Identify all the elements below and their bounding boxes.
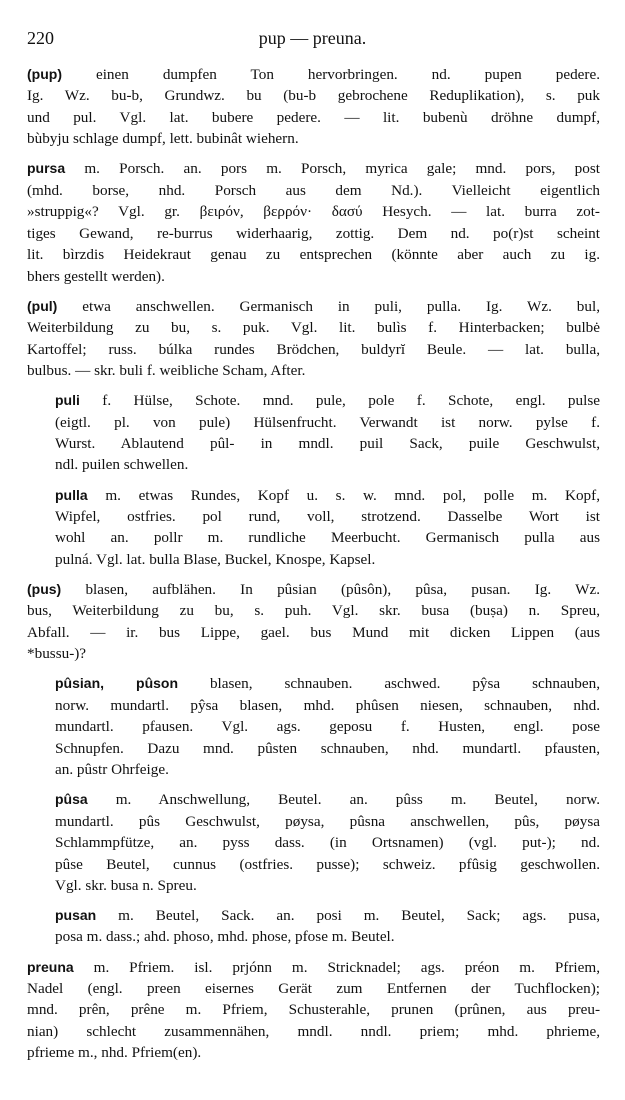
- entry-line: [55, 875, 600, 896]
- headword: pusan: [55, 907, 97, 923]
- entry-text: tiges Gewand, re-burrus widerhaarig, zottig. Dem nd. po(r)st scheint: [27, 224, 600, 242]
- entry-text: Schlammpfütze, an. pyss dass. (in Ortsnamen) (vgl. put-); nd.: [55, 834, 600, 852]
- entry-text: einen dumpfen Ton hervorbringen. nd. pupen pedere.: [61, 66, 600, 83]
- entry-text: *bussu-)?: [27, 645, 87, 663]
- entry-text: Nadel (engl. preen eisernes Gerät zum Entfernen der Tuchflocken);: [27, 979, 600, 997]
- running-head: pup — preuna.: [258, 28, 367, 48]
- entry-line: [55, 390, 600, 411]
- page-number: 220: [27, 28, 54, 48]
- headword: preuna: [27, 958, 74, 975]
- entry-line: [27, 201, 600, 222]
- entry-line: [27, 180, 600, 201]
- entry-line: [55, 716, 600, 737]
- entry-line: [27, 1042, 600, 1063]
- entry-line: [27, 1021, 600, 1042]
- entry-line: [27, 600, 600, 621]
- entry-text: Kartoffel; russ. búlka rundes Brödchen, buldyrĭ Beule. — lat. bulla,: [27, 340, 600, 358]
- entry-text: und pul. Vgl. lat. bubere pedere. — lit. bubenù dröhne dumpf,: [27, 108, 600, 126]
- headword: pulla: [55, 486, 88, 503]
- entry-text: (mhd. borse, nhd. Porsch aus dem Nd.). Vielleicht eigentlich: [27, 181, 600, 199]
- entry-text: bus, Weiterbildung zu bu, s. puh. Vgl. skr. busa (buṣa) n. Spreu,: [27, 602, 600, 620]
- entry-line: [27, 957, 600, 978]
- entry-line: [27, 360, 600, 381]
- entry-line: [27, 266, 600, 287]
- entry-text: an. pûstr Ohrfeige.: [55, 761, 169, 779]
- entry-line: [27, 999, 600, 1020]
- entry-text: Wipfel, ostfries. pol rund, voll, strotzend. Dasselbe Wort ist: [55, 507, 600, 525]
- headword: pursa: [27, 160, 66, 177]
- entry-line: [27, 244, 600, 265]
- entry-line: [55, 854, 600, 875]
- entry-line: [55, 673, 600, 694]
- entry-text: m. etwas Rundes, Kopf u. s. w. mnd. pol, polle m. Kopf,: [87, 486, 600, 504]
- entry-text: posa m. dass.; ahd. phoso, mhd. phose, pfose m. Beutel.: [55, 928, 395, 946]
- entry-line: [55, 527, 600, 548]
- entry-line: [27, 158, 600, 179]
- entry-line: [55, 789, 600, 810]
- entry-line: [27, 317, 600, 338]
- entry-text: m. Anschwellung, Beutel. an. pûss m. Beutel, norw.: [87, 791, 600, 809]
- headword: (pup): [27, 66, 62, 82]
- entry-text: bhers gestellt werden).: [27, 267, 165, 285]
- entry-text: f. Hülse, Schote. mnd. pule, pole f. Schote, engl. pulse: [79, 392, 600, 410]
- entry-text: (eigtl. pl. von pule) Hülsenfrucht. Verwandt ist norw. pylse f.: [55, 413, 600, 431]
- entry-text: »struppig«? Vgl. gr. βειρόν, βερρόν· δασύ Hesych. — lat. burra zot-: [27, 203, 600, 221]
- entry-text: mundartl. pfausen. Vgl. ags. geposu f. Husten, engl. pose: [55, 718, 600, 736]
- entry-line: [27, 622, 600, 643]
- entry-text: etwa anschwellen. Germanisch in puli, pulla. Ig. Wz. bul,: [57, 297, 600, 315]
- entry-text: pulná. Vgl. lat. bulla Blase, Buckel, Knospe, Kapsel.: [55, 550, 376, 568]
- entry-line: [27, 643, 600, 664]
- entry-text: Vgl. skr. busa n. Spreu.: [55, 876, 197, 894]
- entry-text: wohl an. pollr m. rundliche Meerbucht. Germanisch pulla aus: [55, 529, 600, 547]
- entry-text: pûse Beutel, cunnus (ostfries. pusse); schweiz. pfûsig geschwollen.: [55, 855, 600, 873]
- entry-line: [55, 485, 600, 506]
- entry-text: blasen, schnauben. aschwed. pŷsa schnauben,: [178, 675, 600, 693]
- entry-line: [55, 412, 600, 433]
- entry-line: [55, 695, 600, 716]
- entry-line: [27, 339, 600, 360]
- entry-text: Ig. Wz. bu-b, Grundwz. bu (bu-b gebrochene Reduplikation), s. puk: [27, 87, 600, 105]
- entry-line: [55, 433, 600, 454]
- entry-line: [55, 738, 600, 759]
- headword: puli: [55, 392, 80, 409]
- entry-line: [27, 579, 600, 600]
- entry-text: Schnupfen. Dazu mnd. pûsten schnauben, nhd. mundartl. pfausten,: [55, 739, 600, 757]
- entry-text: mnd. prên, prêne m. Pfriem, Schusterahle, prunen (prûnen, aus preu-: [27, 1001, 600, 1019]
- entry-line: [27, 85, 600, 106]
- entry-line: [55, 759, 600, 780]
- headword: (pus): [27, 580, 62, 597]
- entry-text: blasen, aufblähen. In pûsian (pûsôn), pûsa, pusan. Ig. Wz.: [61, 580, 600, 598]
- entry-line: [27, 978, 600, 999]
- entry-line: [55, 506, 600, 527]
- headword: pûsa: [55, 791, 88, 808]
- entry-line: [55, 549, 600, 570]
- entry-line: [27, 223, 600, 244]
- entry-text: m. Porsch. an. pors m. Porsch, myrica gale; mnd. pors, post: [65, 160, 600, 178]
- entry-text: m. Pfriem. isl. prjónn m. Stricknadel; ags. préon m. Pfriem,: [73, 958, 600, 976]
- entry-line: [27, 64, 600, 85]
- entry-text: norw. mundartl. pŷsa blasen, mhd. phûsen niesen, schnauben, nhd.: [55, 696, 600, 714]
- entry-text: mundartl. pûs Geschwulst, pøysa, pûsna anschwellen, pûs, pøysa: [55, 812, 600, 830]
- entry-line: [55, 811, 600, 832]
- entry-line: [27, 296, 600, 317]
- entry-text: lit. bìrzdis Heidekraut genau zu entsprechen (könnte aber auch zu ig.: [27, 246, 600, 264]
- headword: pûsian, pûson: [55, 675, 179, 692]
- entry-text: Weiterbildung zu bu, s. puk. Vgl. lit. bulìs f. Hinterbacken; bulbė: [27, 319, 600, 337]
- entry-line: [55, 905, 600, 926]
- entry-line: [55, 832, 600, 853]
- headword: (pul): [27, 297, 58, 314]
- entry-text: bulbus. — skr. buli f. weibliche Scham, After.: [27, 362, 306, 380]
- entry-line: [55, 926, 600, 947]
- entry-text: Wurst. Ablautend pûl- in mndl. puil Sack, puile Geschwulst,: [55, 435, 600, 452]
- entry-text: nian) schlecht zusammennähen, mndl. nndl. priem; mhd. phrieme,: [27, 1022, 600, 1040]
- entry-text: m. Beutel, Sack. an. posi m. Beutel, Sack; ags. pusa,: [96, 907, 600, 924]
- entry-line: [27, 128, 600, 149]
- entry-text: bùbyju schlage dumpf, lett. bubinât wiehern.: [27, 130, 299, 148]
- entry-line: [27, 107, 600, 128]
- entry-text: pfrieme m., nhd. Pfriem(en).: [27, 1044, 202, 1062]
- entry-text: Abfall. — ir. bus Lippe, gael. bus Mund mit dicken Lippen (aus: [27, 623, 600, 641]
- entry-line: [55, 454, 600, 475]
- entry-text: ndl. puilen schwellen.: [55, 456, 189, 474]
